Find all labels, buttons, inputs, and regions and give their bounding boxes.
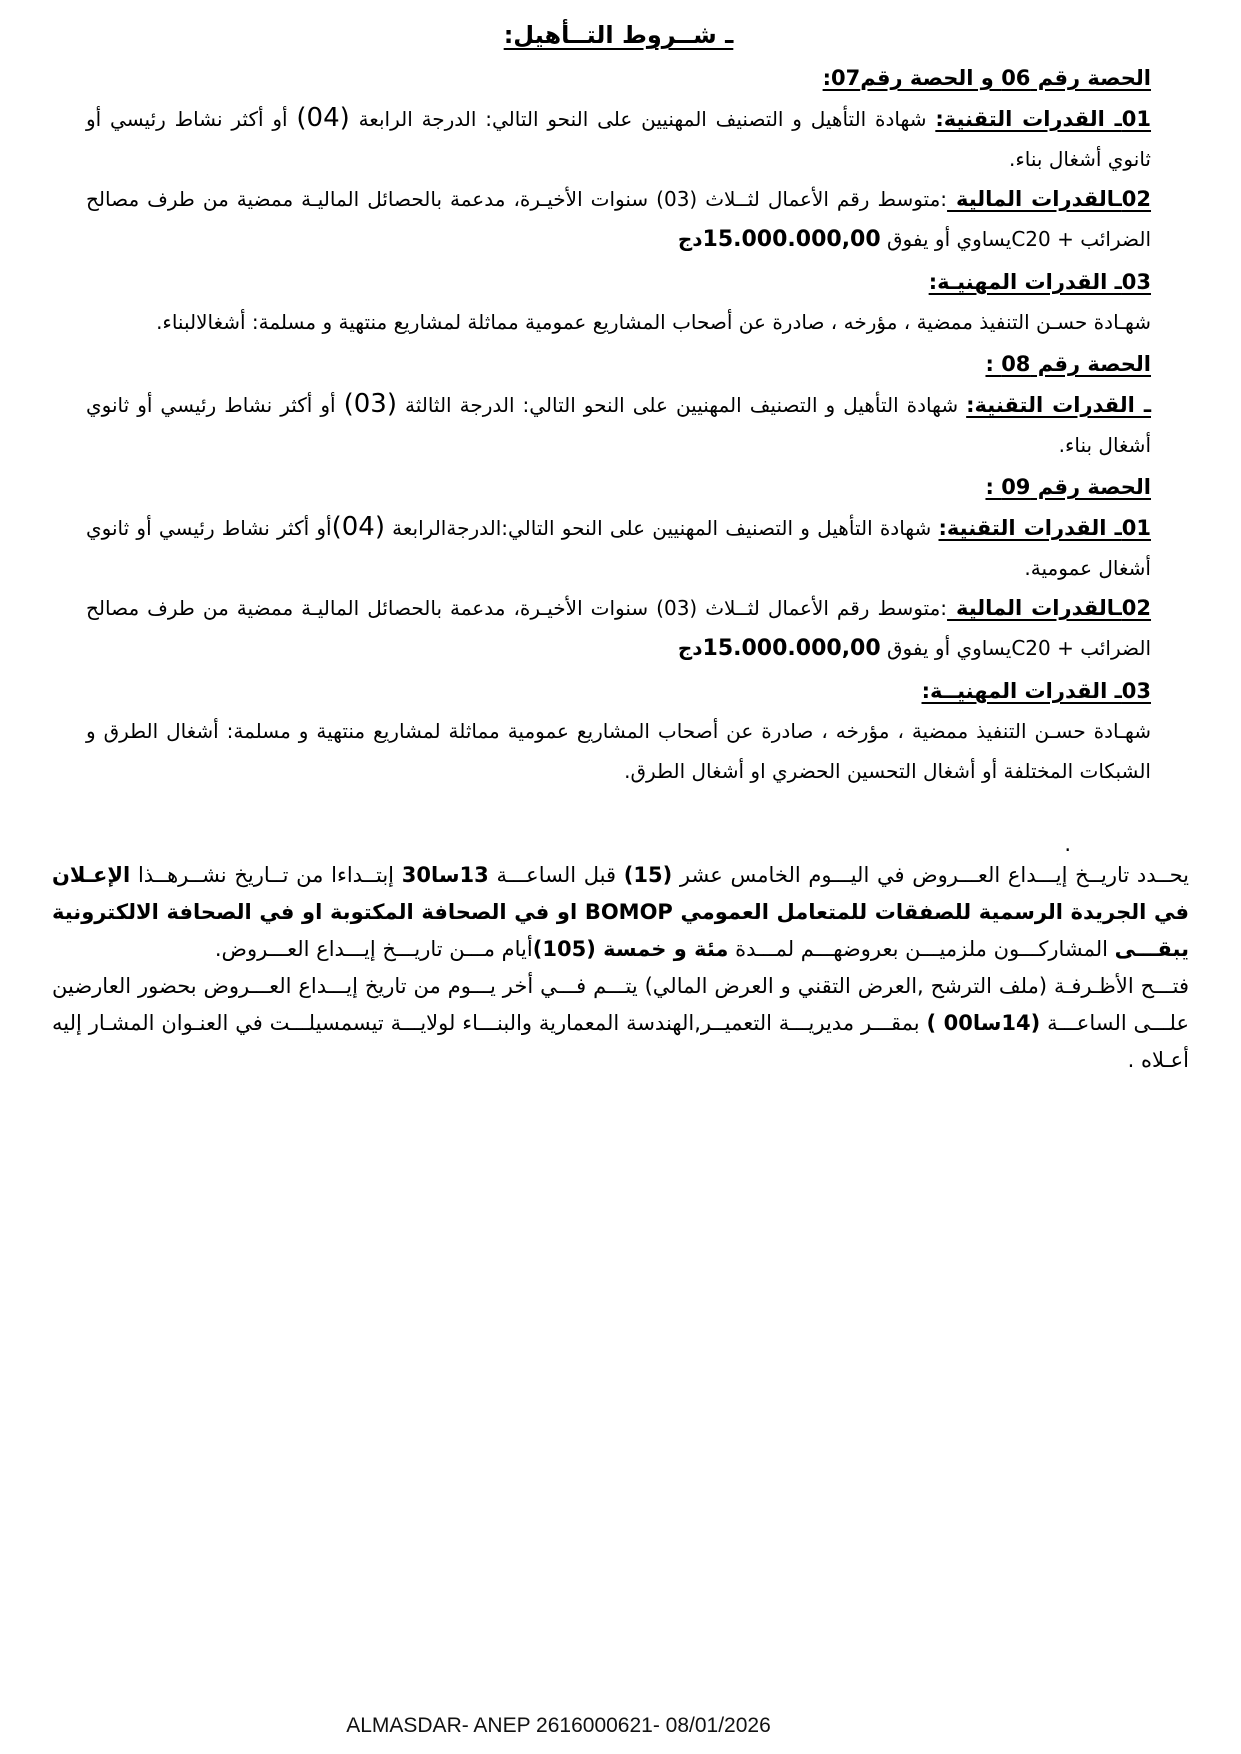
qualification-conditions-section [0, 0, 1241, 791]
financial-capacities-label: 02ـالقدرات المالية [947, 596, 1152, 620]
submission-details-section [0, 831, 1241, 1079]
amount-condition-text: C20يساوي أو يفوق [880, 227, 1051, 251]
opening-time-value: (14سا00 ) [926, 1011, 1041, 1035]
lot-08-technical-capacities-line [86, 384, 1151, 465]
financial-capacities-text: :متوسط رقم الأعمال لثــلاث (03) سنوات الأخيـرة، مدعمة بالحصائل الماليـة ممضية من طرف مصالح الضرائب + [86, 596, 1151, 660]
technical-capacities-label: 01ـ القدرات التقنية: [938, 516, 1151, 540]
currency-label: دج [677, 227, 703, 251]
deposit-deadline-paragraph [52, 857, 1189, 968]
amount-threshold: 15.000.000,00 [702, 636, 881, 661]
lot-09-professional-capacities-heading [86, 671, 1151, 711]
professional-capacities-label: 03ـ القدرات المهنيــة: [921, 679, 1151, 703]
deadline-text-cont2: إبتــداءا من تــاريخ نشــرهــذا [130, 863, 402, 887]
technical-capacities-text: شهادة التأهيل و التصنيف المهنيين على النحو التالي: الدرجة الرابعة [349, 107, 936, 131]
currency-label: دج [677, 636, 703, 660]
deadline-text-cont: قبل الساعـــة [488, 863, 624, 887]
opening-text: فتـــح الأظـرفـة (ملف الترشح ,العرض التقني و العرض المالي) يتـــم فـــي أخر يـــوم من تاريخ إيـــداع العـــروض بحضور العارضين علـــى الساعـــة [52, 974, 1189, 1035]
section-heading-lot-08: الحصة رقم 08 : [985, 352, 1151, 376]
lot-06-07-technical-capacities-line [86, 98, 1151, 179]
degree-number: (03) [343, 389, 397, 419]
deadline-time-value: 13سا30 [401, 863, 489, 887]
technical-capacities-label: 01ـ القدرات التقنية: [935, 107, 1152, 131]
publication-media-bold-text: الإعـلان في الجريدة الرسمية للصفقات للمتعامل العمومي BOMOP او في الصحافة المكتوبة او في الصحافة الالكترونية يبقـــى [52, 863, 1189, 961]
validity-text: المشاركـــون ملزميـــن بعروضهـــم لمـــدة [728, 937, 1115, 961]
doc-title: ـ شــروط التــأهيل: [503, 21, 734, 49]
degree-number: (04) [331, 512, 385, 542]
fifteen-days-value: (15) [623, 863, 673, 887]
technical-capacities-text-cont: أو أكثر نشاط رئيسي أو ثانوي أشغال بناء. [86, 107, 1151, 171]
amount-condition-text: C20يساوي أو يفوق [880, 636, 1051, 660]
technical-capacities-text: شهادة التأهيل و التصنيف المهنيين على النحو التالي: الدرجة الثالثة [396, 393, 967, 417]
lot-06-07-financial-capacities-line [86, 179, 1151, 260]
lot-06-07-professional-capacities-heading [86, 262, 1151, 302]
stray-dot: . [1064, 832, 1071, 856]
validity-days-value: مئة و خمسة (105) [532, 937, 729, 961]
section-heading-lot-06-07: الحصة رقم 06 و الحصة رقم07: [822, 66, 1151, 90]
amount-threshold: 15.000.000,00 [702, 227, 881, 252]
opening-text-cont: بمقـــر مديريـــة التعميــر,الهندسة المعمارية والبنـــاء لولايـــة تيسمسيلـــت في العنـوان المشـار إليه أعـلاه . [52, 1011, 1189, 1072]
financial-capacities-label: 02ـالقدرات المالية [947, 187, 1152, 211]
section-heading-lot-09: الحصة رقم 09 : [985, 475, 1151, 499]
lot-09-technical-capacities-line [86, 507, 1151, 588]
financial-capacities-text: :متوسط رقم الأعمال لثــلاث (03) سنوات الأخيـرة، مدعمة بالحصائل الماليـة ممضية من طرف مصالح الضرائب + [86, 187, 1151, 251]
lot-09-financial-capacities-line [86, 588, 1151, 669]
professional-capacities-label: 03ـ القدرات المهنيـة: [928, 270, 1151, 294]
lot-06-07-professional-capacities-text: شهـادة حسـن التنفيذ ممضية ، مؤرخه ، صادرة عن أصحاب المشاريع عمومية مماثلة لمشاريع منتهية و مسلمة: أشغالالبناء. [156, 310, 1151, 334]
technical-capacities-text-cont: أو أكثر نشاط رئيسي أو ثانوي أشغال بناء. [86, 393, 1151, 457]
technical-capacities-text: شهادة التأهيل و التصنيف المهنيين على النحو التالي:الدرجةالرابعة [384, 516, 939, 540]
degree-number: (04) [296, 103, 350, 133]
technical-capacities-label: ـ القدرات التقنية: [966, 393, 1151, 417]
deadline-text: يحــدد تاريــخ إيـــداع العـــروض في اليـــوم الخامس عشر [672, 863, 1190, 887]
envelopes-opening-paragraph [52, 968, 1189, 1079]
technical-capacities-text-cont: أو أكثر نشاط رئيسي أو ثانوي أشغال عمومية. [86, 516, 1151, 580]
lot-09-professional-capacities-text: شهـادة حسـن التنفيذ ممضية ، مؤرخه ، صادرة عن أصحاب المشاريع عمومية مماثلة لمشاريع منتهية و مسلمة: أشغال الطرق و الشبكات المختلفة أو أشغال التحسين الحضري او أشغال الطرق. [86, 719, 1151, 783]
validity-text-cont: أيام مـــن تاريـــخ إيـــداع العـــروض. [214, 937, 533, 961]
footer-anep-reference: ALMASDAR- ANEP 2616000621- 08/01/2026 [346, 1714, 771, 1737]
